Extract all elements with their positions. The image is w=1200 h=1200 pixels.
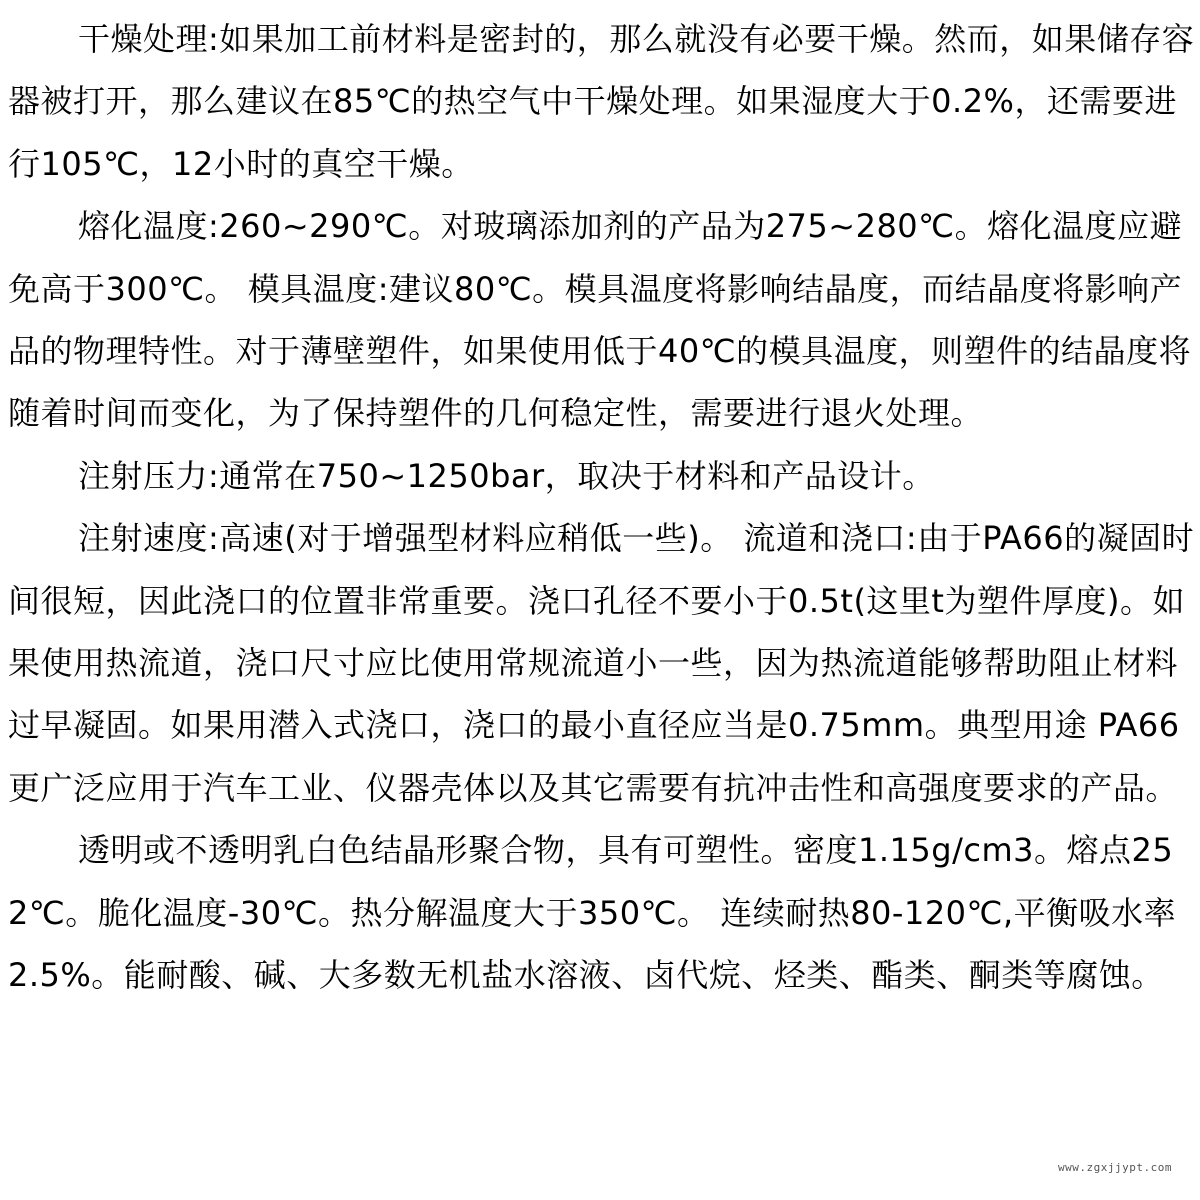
- watermark: www.zgxjjypt.com: [1058, 1161, 1172, 1174]
- paragraph-material-properties: 透明或不透明乳白色结晶形聚合物，具有可塑性。密度1.15g/cm3。熔点252℃。脆化温度-30℃。热分解温度大于350℃。 连续耐热80-120℃,平衡吸水率2.5%。能耐酸、碱、大多数无机盐水溶液、卤代烷、烃类、酯类、酮类等腐蚀。: [8, 831, 1177, 995]
- paragraph-injection-speed-gates: 注射速度:高速(对于增强型材料应稍低一些)。 流道和浇口:由于PA66的凝固时间很短，因此浇口的位置非常重要。浇口孔径不要小于0.5t(这里t为塑件厚度)。如果使用热流道，浇口尺寸应比使用常规流道小一些，因为热流道能够帮助阻止材料过早凝固。如果用潜入式浇口，浇口的最小直径应当是0.75mm。典型用途 PA66更广泛应用于汽车工业、仪器壳体以及其它需要有抗冲击性和高强度要求的产品。: [8, 519, 1195, 807]
- paragraph-drying: 干燥处理:如果加工前材料是密封的，那么就没有必要干燥。然而，如果储存容器被打开，那么建议在85℃的热空气中干燥处理。如果湿度大于0.2%，还需要进行105℃，12小时的真空干燥。: [8, 20, 1195, 183]
- document-body: [8, 8, 1198, 1007]
- paragraph-injection-pressure: 注射压力:通常在750~1250bar，取决于材料和产品设计。: [78, 456, 935, 495]
- paragraph-melt-mold-temperature: 熔化温度:260~290℃。对玻璃添加剂的产品为275~280℃。熔化温度应避免高于300℃。 模具温度:建议80℃。模具温度将影响结晶度，而结晶度将影响产品的物理特性。对于薄壁塑件，如果使用低于40℃的模具温度，则塑件的结晶度将随着时间而变化，为了保持塑件的几何稳定性，需要进行退火处理。: [8, 207, 1192, 433]
